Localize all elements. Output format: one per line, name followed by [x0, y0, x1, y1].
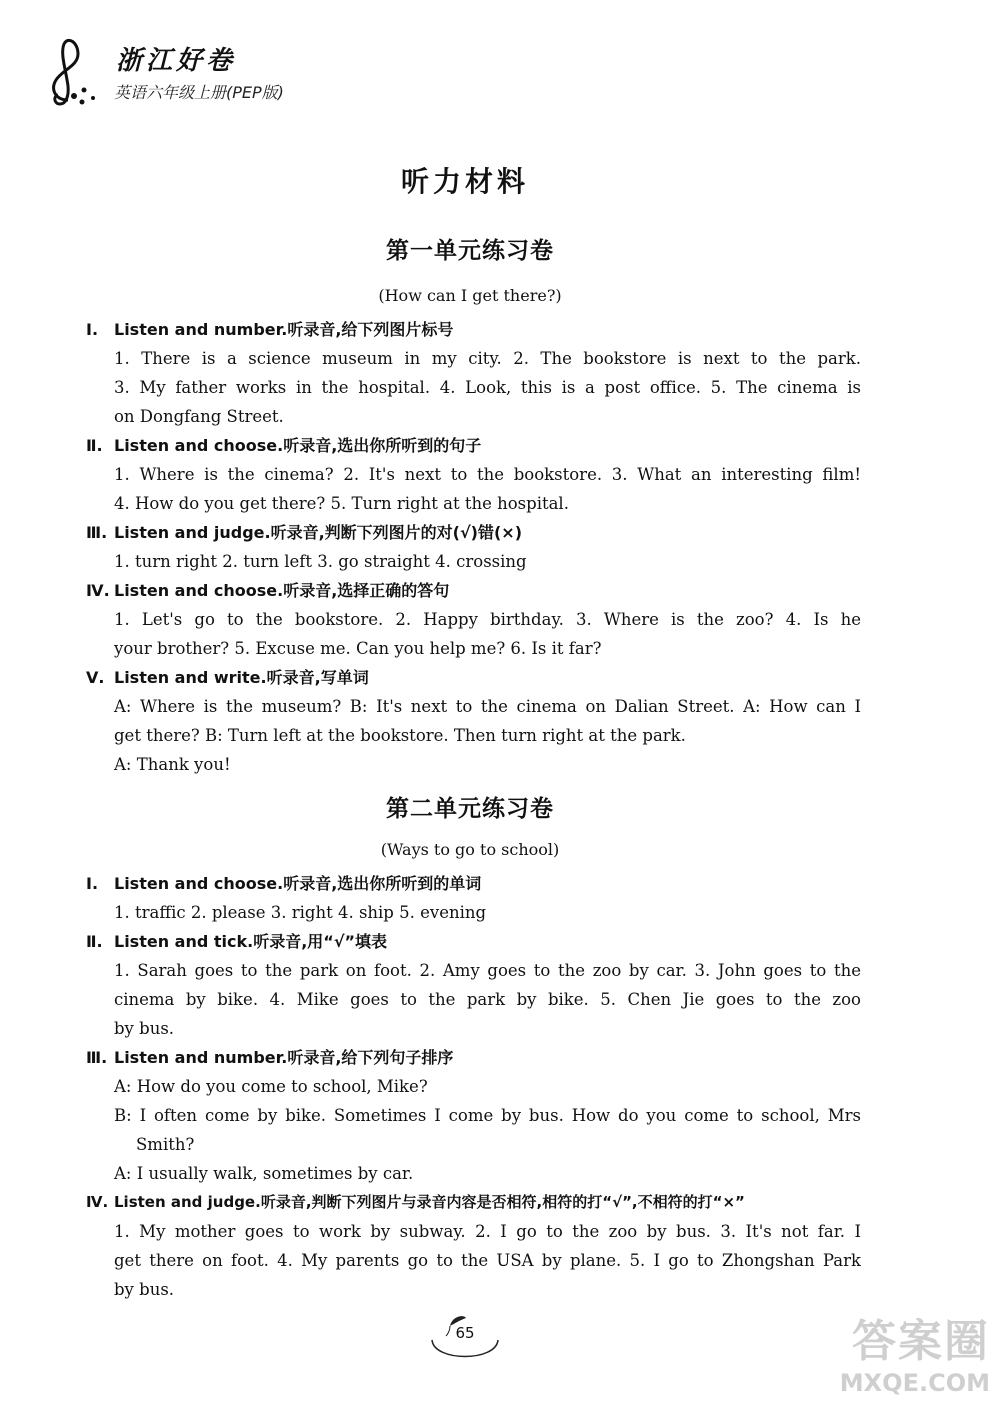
transcript-line: A: How do you come to school, Mike?: [114, 1077, 428, 1096]
transcript-line: 1. Where is the cinema? 2. It's next to the bookstore. 3. What an interesting film!: [114, 465, 861, 484]
unit-1-subtitle: (How can I get there?): [378, 286, 562, 305]
section-heading: Ⅲ. Listen and number.听录音,给下列句子排序: [86, 1048, 454, 1067]
transcript-line: 1. My mother goes to work by subway. 2. I go to the zoo by bus. 3. It's not far. I: [114, 1222, 861, 1241]
transcript-line: cinema by bike. 4. Mike goes to the park by bike. 5. Chen Jie goes to the zoo: [114, 990, 861, 1009]
transcript-line: A: I usually walk, sometimes by car.: [114, 1164, 414, 1183]
transcript-line: get there on foot. 4. My parents go to the USA by plane. 5. I go to Zhongshan Park: [114, 1251, 861, 1270]
page-number-badge: [420, 1310, 510, 1370]
transcript-line: 1. turn right 2. turn left 3. go straight 4. crossing: [114, 552, 527, 571]
page-title: 听力材料: [400, 165, 529, 198]
transcript-line: by bus.: [114, 1280, 175, 1299]
section-heading: Ⅳ. Listen and choose.听录音,选择正确的答句: [86, 581, 450, 600]
unit-2-content: [86, 869, 861, 1304]
transcript-line: get there? B: Turn left at the bookstore. Then turn right at the park.: [114, 726, 686, 745]
page-number: 65: [455, 1324, 475, 1342]
transcript-line: 1. There is a science museum in my city. 2. The bookstore is next to the park.: [114, 349, 861, 368]
page-header: [30, 30, 350, 110]
section-heading: Ⅱ. Listen and choose.听录音,选出你所听到的句子: [86, 436, 482, 455]
watermark-logo-text: 答案圈: [852, 1316, 990, 1367]
transcript-line: 1. Sarah goes to the park on foot. 2. Amy goes to the zoo by car. 3. John goes to the: [114, 961, 861, 980]
brand-name: 浙江好卷: [116, 46, 237, 76]
transcript-line: A: Thank you!: [114, 755, 231, 774]
transcript-line: on Dongfang Street.: [114, 407, 284, 426]
transcript-line: your brother? 5. Excuse me. Can you help me? 6. Is it far?: [114, 639, 602, 658]
transcript-line: 4. How do you get there? 5. Turn right at the hospital.: [114, 494, 569, 513]
section-heading: Ⅰ. Listen and choose.听录音,选出你所听到的单词: [86, 874, 482, 893]
watermark-url: MXQE.COM: [839, 1369, 990, 1397]
transcript-line: 1. Let's go to the bookstore. 2. Happy birthday. 3. Where is the zoo? 4. Is he: [114, 610, 861, 629]
section-heading: Ⅴ. Listen and write.听录音,写单词: [86, 668, 369, 687]
unit-2-title: 第二单元练习卷: [386, 796, 554, 822]
treble-clef-icon: [38, 30, 108, 110]
section-heading: Ⅲ. Listen and judge.听录音,判断下列图片的对(√)错(×): [86, 523, 523, 542]
section-heading: Ⅳ. Listen and judge.听录音,判断下列图片与录音内容是否相符,相符的打“√”,不相符的打“×”: [86, 1193, 745, 1211]
unit-2-subtitle: (Ways to go to school): [380, 840, 560, 859]
transcript-line: B: I often come by bike. Sometimes I come by bus. How do you come to school, Mrs: [114, 1106, 861, 1125]
transcript-line: Smith?: [136, 1135, 195, 1154]
book-subtitle: 英语六年级上册(PEP版): [114, 83, 284, 102]
unit-1-content: [86, 315, 861, 779]
transcript-line: 1. traffic 2. please 3. right 4. ship 5. evening: [114, 903, 487, 922]
site-watermark: [815, 1305, 990, 1405]
unit-1-title: 第一单元练习卷: [386, 238, 554, 264]
section-heading: Ⅰ. Listen and number.听录音,给下列图片标号: [86, 320, 454, 339]
transcript-line: 3. My father works in the hospital. 4. Look, this is a post office. 5. The cinema is: [114, 378, 861, 397]
transcript-line: by bus.: [114, 1019, 175, 1038]
transcript-line: A: Where is the museum? B: It's next to the cinema on Dalian Street. A: How can I: [114, 697, 861, 716]
section-heading: Ⅱ. Listen and tick.听录音,用“√”填表: [86, 932, 388, 951]
